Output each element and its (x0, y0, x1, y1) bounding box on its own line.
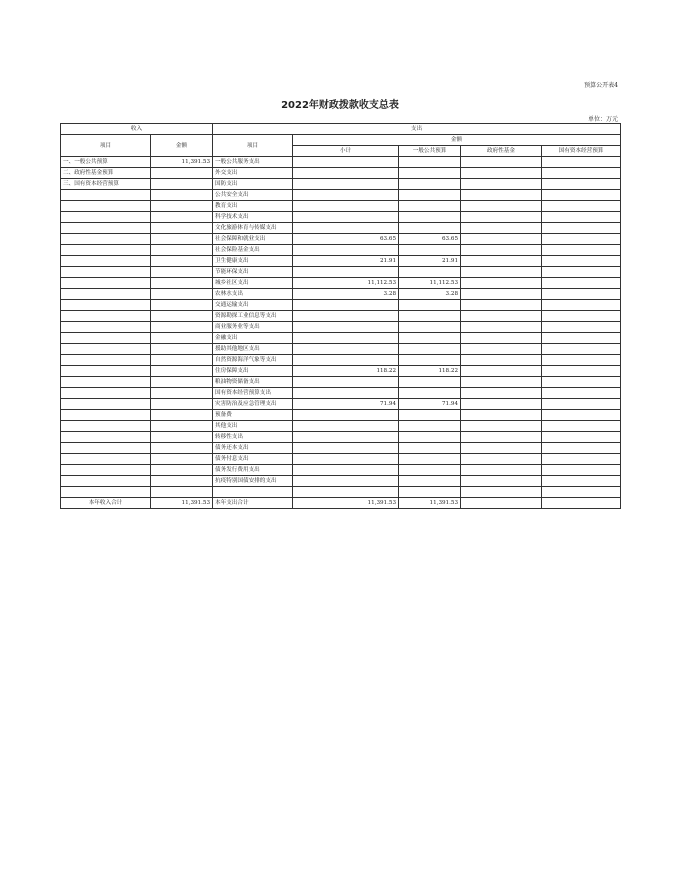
income-item-cell (61, 311, 151, 322)
income-item-cell (61, 278, 151, 289)
table-row (61, 322, 621, 333)
state-capital-cell (542, 388, 621, 399)
table-row (61, 278, 621, 289)
subtotal-cell: 21.91 (293, 256, 399, 267)
expense-item-cell: 一般公共服务支出 (213, 157, 293, 168)
table-row (61, 465, 621, 476)
expense-item-cell: 粮油物资储备支出 (213, 377, 293, 388)
income-amount-cell (151, 201, 213, 212)
income-item-cell (61, 476, 151, 487)
expense-item-cell: 交通运输支出 (213, 300, 293, 311)
subtotal-cell (293, 333, 399, 344)
income-item-cell (61, 465, 151, 476)
income-amount-cell (151, 344, 213, 355)
state-capital-cell (542, 377, 621, 388)
state-capital-cell (542, 333, 621, 344)
subtotal-cell (293, 267, 399, 278)
expense-item-cell: 金融支出 (213, 333, 293, 344)
general-budget-cell: 71.94 (399, 399, 461, 410)
expense-item-cell: 外交支出 (213, 168, 293, 179)
income-item-cell (61, 443, 151, 454)
state-capital-cell (542, 421, 621, 432)
subtotal-cell (293, 410, 399, 421)
subtotal-cell (293, 201, 399, 212)
subtotal-cell (293, 476, 399, 487)
income-amount-cell (151, 190, 213, 201)
expense-item-cell: 教育支出 (213, 201, 293, 212)
expense-item-cell: 抗疫特别国债安排的支出 (213, 476, 293, 487)
expense-item-cell: 社会保险基金支出 (213, 245, 293, 256)
subtotal-cell (293, 322, 399, 333)
income-amount-cell (151, 333, 213, 344)
expense-amount-header: 金额 (293, 135, 621, 146)
table-row (61, 454, 621, 465)
subtotal-cell (293, 168, 399, 179)
income-item-cell (61, 267, 151, 278)
general-budget-cell (399, 201, 461, 212)
general-budget-cell (399, 168, 461, 179)
table-row (61, 223, 621, 234)
income-amount-cell (151, 256, 213, 267)
expense-item-cell: 农林水支出 (213, 289, 293, 300)
gov-fund-cell (461, 355, 542, 366)
table-row (61, 212, 621, 223)
general-budget-cell: 21.91 (399, 256, 461, 267)
subtotal-cell (293, 465, 399, 476)
table-row (61, 487, 621, 498)
income-item-cell (61, 333, 151, 344)
budget-table (60, 123, 621, 509)
table-row (61, 399, 621, 410)
income-amount-cell (151, 443, 213, 454)
general-budget-cell (399, 245, 461, 256)
state-capital-cell (542, 300, 621, 311)
income-item-cell: 一、一般公共预算 (61, 157, 151, 168)
gov-fund-cell (461, 234, 542, 245)
state-capital-cell (542, 234, 621, 245)
total-row (61, 497, 621, 508)
income-item-cell (61, 421, 151, 432)
general-budget-cell (399, 465, 461, 476)
income-item-cell (61, 300, 151, 311)
table-row (61, 432, 621, 443)
table-row (61, 388, 621, 399)
state-capital-cell (542, 212, 621, 223)
state-capital-cell (542, 245, 621, 256)
income-item-cell (61, 410, 151, 421)
general-budget-cell: 118.22 (399, 366, 461, 377)
income-amount-cell (151, 289, 213, 300)
gov-fund-cell (461, 410, 542, 421)
state-capital-cell (542, 190, 621, 201)
table-row (61, 366, 621, 377)
gov-fund-cell (461, 432, 542, 443)
gov-fund-cell (461, 465, 542, 476)
gov-fund-cell (461, 377, 542, 388)
gov-fund-cell (461, 289, 542, 300)
income-amount-cell (151, 212, 213, 223)
subtotal-cell (293, 421, 399, 432)
general-budget-cell (399, 190, 461, 201)
general-budget-cell (399, 443, 461, 454)
income-amount-header: 金额 (151, 135, 213, 157)
gov-fund-cell (461, 245, 542, 256)
gov-fund-cell (461, 388, 542, 399)
subtotal-cell: 11,112.53 (293, 278, 399, 289)
general-budget-cell (399, 267, 461, 278)
total-gov-fund (461, 497, 542, 508)
gov-fund-cell (461, 443, 542, 454)
table-row (61, 443, 621, 454)
subtotal-cell: 63.65 (293, 234, 399, 245)
gov-fund-cell (461, 267, 542, 278)
table-row (61, 256, 621, 267)
expense-item-cell: 社会保障和就业支出 (213, 234, 293, 245)
expense-item-cell: 国有资本经营预算支出 (213, 388, 293, 399)
expense-item-cell: 住房保障支出 (213, 366, 293, 377)
state-capital-cell (542, 168, 621, 179)
table-row (61, 245, 621, 256)
total-subtotal: 11,391.53 (293, 497, 399, 508)
general-budget-cell: 11,112.53 (399, 278, 461, 289)
table-row (61, 201, 621, 212)
gov-fund-cell (461, 344, 542, 355)
subtotal-cell (293, 454, 399, 465)
expense-item-cell: 其他支出 (213, 421, 293, 432)
general-budget-cell (399, 421, 461, 432)
expense-item-cell: 债务付息支出 (213, 454, 293, 465)
expense-item-cell: 灾害防治及应急管理支出 (213, 399, 293, 410)
state-capital-cell (542, 454, 621, 465)
income-amount-cell (151, 267, 213, 278)
general-budget-cell (399, 322, 461, 333)
income-amount-cell (151, 465, 213, 476)
state-capital-cell (542, 179, 621, 190)
income-amount-cell (151, 355, 213, 366)
subtotal-cell: 3.28 (293, 289, 399, 300)
income-amount-cell (151, 300, 213, 311)
subtotal-header: 小计 (293, 146, 399, 157)
table-row (61, 267, 621, 278)
general-budget-cell (399, 311, 461, 322)
header-row-2 (61, 135, 621, 146)
state-capital-cell (542, 201, 621, 212)
income-item-cell (61, 355, 151, 366)
table-row (61, 157, 621, 168)
state-capital-cell (542, 267, 621, 278)
general-budget-cell (399, 179, 461, 190)
general-budget-cell: 3.28 (399, 289, 461, 300)
table-row (61, 168, 621, 179)
expense-item-cell: 节能环保支出 (213, 267, 293, 278)
gov-fund-cell (461, 333, 542, 344)
expense-item-cell: 文化旅游体育与传媒支出 (213, 223, 293, 234)
general-budget-cell (399, 355, 461, 366)
income-amount-cell (151, 476, 213, 487)
income-item-cell (61, 366, 151, 377)
table-row (61, 333, 621, 344)
state-capital-cell (542, 355, 621, 366)
gov-fund-cell (461, 223, 542, 234)
general-budget-cell (399, 377, 461, 388)
gov-fund-header: 政府性基金 (461, 146, 542, 157)
income-amount-cell (151, 399, 213, 410)
total-general-budget: 11,391.53 (399, 497, 461, 508)
expense-item-cell: 援助其他地区支出 (213, 344, 293, 355)
income-amount-cell (151, 432, 213, 443)
income-item-cell (61, 212, 151, 223)
state-capital-cell (542, 278, 621, 289)
income-amount-cell (151, 278, 213, 289)
expense-item-cell: 城乡社区支出 (213, 278, 293, 289)
subtotal-cell (293, 190, 399, 201)
general-budget-cell (399, 300, 461, 311)
income-item-cell (61, 344, 151, 355)
subtotal-cell (293, 300, 399, 311)
income-amount-cell (151, 421, 213, 432)
expense-item-cell: 公共安全支出 (213, 190, 293, 201)
state-capital-header: 国有资本经营预算 (542, 146, 621, 157)
income-amount-cell (151, 487, 213, 498)
income-item-cell (61, 223, 151, 234)
unit-label: 单位：万元 (587, 116, 618, 123)
income-amount-cell (151, 322, 213, 333)
table-row (61, 289, 621, 300)
general-budget-cell (399, 432, 461, 443)
table-row (61, 179, 621, 190)
income-header: 收入 (61, 124, 213, 135)
subtotal-cell (293, 377, 399, 388)
gov-fund-cell (461, 278, 542, 289)
gov-fund-cell (461, 212, 542, 223)
general-budget-cell (399, 157, 461, 168)
state-capital-cell (542, 322, 621, 333)
income-amount-cell (151, 377, 213, 388)
state-capital-cell (542, 157, 621, 168)
state-capital-cell (542, 432, 621, 443)
income-item-cell: 三、国有资本经营预算 (61, 179, 151, 190)
state-capital-cell (542, 465, 621, 476)
gov-fund-cell (461, 421, 542, 432)
total-income-label: 本年收入合计 (61, 497, 151, 508)
subtotal-cell (293, 344, 399, 355)
state-capital-cell (542, 344, 621, 355)
income-item-cell (61, 377, 151, 388)
subtotal-cell (293, 311, 399, 322)
table-row (61, 421, 621, 432)
income-amount-cell (151, 388, 213, 399)
subtotal-cell (293, 245, 399, 256)
income-item-cell: 二、政府性基金预算 (61, 168, 151, 179)
table-row (61, 234, 621, 245)
general-budget-cell (399, 212, 461, 223)
income-amount-cell (151, 179, 213, 190)
income-item-cell (61, 190, 151, 201)
income-amount-cell (151, 410, 213, 421)
general-budget-cell (399, 223, 461, 234)
gov-fund-cell (461, 322, 542, 333)
table-row (61, 355, 621, 366)
expense-item-cell: 债务发行费用支出 (213, 465, 293, 476)
expense-item-cell: 商业服务业等支出 (213, 322, 293, 333)
expense-item-cell (213, 487, 293, 498)
income-item-cell (61, 454, 151, 465)
gov-fund-cell (461, 157, 542, 168)
general-budget-cell (399, 410, 461, 421)
expense-item-cell: 预备费 (213, 410, 293, 421)
expense-item-cell: 自然资源海洋气象等支出 (213, 355, 293, 366)
gov-fund-cell (461, 256, 542, 267)
income-item-cell (61, 388, 151, 399)
income-item-cell (61, 289, 151, 300)
expense-item-cell: 资源勘探工业信息等支出 (213, 311, 293, 322)
income-item-cell (61, 245, 151, 256)
gov-fund-cell (461, 179, 542, 190)
general-budget-cell (399, 487, 461, 498)
gov-fund-cell (461, 168, 542, 179)
income-item-cell (61, 322, 151, 333)
state-capital-cell (542, 311, 621, 322)
income-item-cell (61, 234, 151, 245)
general-budget-header: 一般公共预算 (399, 146, 461, 157)
gov-fund-cell (461, 454, 542, 465)
table-row (61, 476, 621, 487)
general-budget-cell: 63.65 (399, 234, 461, 245)
income-amount-cell (151, 366, 213, 377)
table-row (61, 410, 621, 421)
income-amount-cell (151, 223, 213, 234)
gov-fund-cell (461, 201, 542, 212)
subtotal-cell (293, 212, 399, 223)
total-income-amount: 11,391.53 (151, 497, 213, 508)
income-item-header: 项目 (61, 135, 151, 157)
gov-fund-cell (461, 190, 542, 201)
income-amount-cell (151, 454, 213, 465)
state-capital-cell (542, 476, 621, 487)
subtotal-cell (293, 487, 399, 498)
expense-item-cell: 转移性支出 (213, 432, 293, 443)
state-capital-cell (542, 399, 621, 410)
income-item-cell (61, 201, 151, 212)
general-budget-cell (399, 476, 461, 487)
state-capital-cell (542, 366, 621, 377)
table-row (61, 344, 621, 355)
general-budget-cell (399, 454, 461, 465)
table-row (61, 300, 621, 311)
subtotal-cell (293, 432, 399, 443)
gov-fund-cell (461, 300, 542, 311)
subtotal-cell (293, 157, 399, 168)
expense-item-cell: 债务还本支出 (213, 443, 293, 454)
income-amount-cell (151, 168, 213, 179)
state-capital-cell (542, 223, 621, 234)
state-capital-cell (542, 410, 621, 421)
expense-item-cell: 国防支出 (213, 179, 293, 190)
income-item-cell (61, 399, 151, 410)
gov-fund-cell (461, 487, 542, 498)
expense-item-cell: 科学技术支出 (213, 212, 293, 223)
gov-fund-cell (461, 399, 542, 410)
page-title: 2022年财政拨款收支总表 (281, 100, 399, 111)
subtotal-cell (293, 223, 399, 234)
state-capital-cell (542, 443, 621, 454)
subtotal-cell: 118.22 (293, 366, 399, 377)
total-state-capital (542, 497, 621, 508)
income-item-cell (61, 487, 151, 498)
expense-item-cell: 卫生健康支出 (213, 256, 293, 267)
header-row-1 (61, 124, 621, 135)
subtotal-cell (293, 355, 399, 366)
subtotal-cell: 71.94 (293, 399, 399, 410)
subtotal-cell (293, 388, 399, 399)
gov-fund-cell (461, 311, 542, 322)
general-budget-cell (399, 344, 461, 355)
general-budget-cell (399, 388, 461, 399)
total-expense-label: 本年支出合计 (213, 497, 293, 508)
state-capital-cell (542, 487, 621, 498)
subtotal-cell (293, 443, 399, 454)
income-amount-cell (151, 245, 213, 256)
subtotal-cell (293, 179, 399, 190)
income-item-cell (61, 256, 151, 267)
table-row (61, 311, 621, 322)
gov-fund-cell (461, 366, 542, 377)
expense-item-header: 项目 (213, 135, 293, 157)
income-amount-cell (151, 234, 213, 245)
table-row (61, 377, 621, 388)
gov-fund-cell (461, 476, 542, 487)
expense-header: 支出 (213, 124, 621, 135)
state-capital-cell (542, 289, 621, 300)
income-amount-cell: 11,391.53 (151, 157, 213, 168)
income-item-cell (61, 432, 151, 443)
income-amount-cell (151, 311, 213, 322)
table-tag: 预算公开表4 (584, 82, 618, 89)
state-capital-cell (542, 256, 621, 267)
general-budget-cell (399, 333, 461, 344)
table-row (61, 190, 621, 201)
